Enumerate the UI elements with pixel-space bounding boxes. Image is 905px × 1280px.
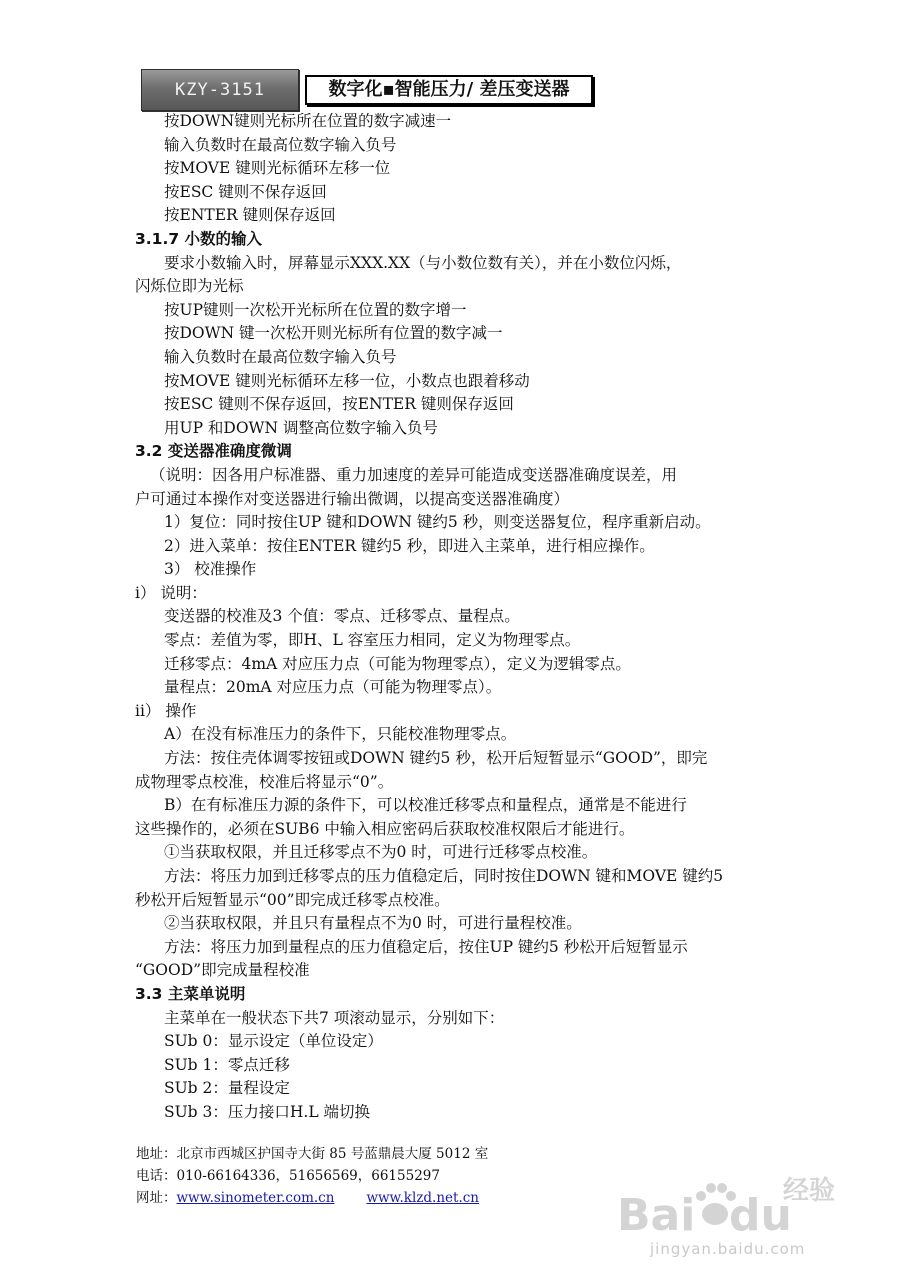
svg-text:Bai: Bai [617,1190,696,1241]
text-line: 输入负数时在最高位数字输入负号 [164,135,397,154]
text-line: 按MOVE 键则光标循环左移一位 [164,159,391,178]
watermark-jingyan-text: 经验 [783,1176,836,1206]
text-line: 按ESC 键则不保存返回 [164,182,327,201]
text-line: 输入负数时在最高位数字输入负号 [164,347,397,366]
text-line: ii） 操作 [135,701,197,720]
text-line: 户可通过本操作对变送器进行输出微调，以提高变送器准确度） [135,489,570,508]
web-label: 网址： [136,1190,177,1206]
text-line: A）在没有标准压力的条件下，只能校准物理零点。 [164,725,517,744]
website-link-sinometer[interactable]: www.sinometer.com.cn [176,1190,335,1206]
watermark-url: jingyan.baidu.com [650,1240,806,1258]
text-line: 零点：差值为零，即H、L 容室压力相同，定义为物理零点。 [164,631,581,650]
text-line: 按DOWN 键一次松开则光标所有位置的数字减一 [164,324,503,343]
text-line: ②当获取权限，并且只有量程点不为0 时，可进行量程校准。 [164,914,582,933]
website-link-klzd[interactable]: www.klzd.net.cn [366,1190,479,1206]
text-line: 方法：按住壳体调零按钮或DOWN 键约5 秒，松开后短暂显示“GOOD”，即完 [164,749,708,768]
text-line: SUb 0：显示设定（单位设定） [164,1032,383,1051]
text-line: 方法：将压力加到迁移零点的压力值稳定后，同时按住DOWN 键和MOVE 键约5 [164,867,724,885]
phone-line: 电话：010-66164336，51656569，66155297 [136,1168,440,1184]
text-line: 用UP 和DOWN 调整高位数字输入负号 [164,418,438,437]
text-line: 按DOWN键则光标所在位置的数字减速一 [164,112,452,130]
contact-footer [136,1143,656,1209]
text-line: 要求小数输入时，屏幕显示XXX.XX（与小数位数有关），并在小数位闪烁， [164,253,682,272]
text-line: 按MOVE 键则光标循环左移一位，小数点也跟着移动 [164,371,530,390]
text-line: SUb 1：零点迁移 [164,1055,290,1074]
text-line: 闪烁位即为光标 [135,277,244,296]
text-line: 方法：将压力加到量程点的压力值稳定后，按住UP 键约5 秒松开后短暂显示 [164,937,688,956]
text-line: SUb 2：量程设定 [164,1079,290,1098]
text-line: 主菜单在一般状态下共7 项滚动显示，分别如下： [164,1008,505,1027]
address-line: 地址：北京市西城区护国寺大街 85 号蓝鼎晨大厦 5012 室 [136,1146,489,1162]
web-line [136,1187,656,1209]
text-line: 按ESC 键则不保存返回，按ENTER 键则保存返回 [164,395,514,414]
model-label: KZY-3151 [141,69,299,111]
text-line: 3） 校准操作 [164,560,257,579]
text-line: 2）进入菜单：按住ENTER 键约5 秒，即进入主菜单，进行相应操作。 [164,536,655,555]
document-title: 数字化▪智能压力/ 差压变送器 [305,75,593,105]
section-heading: 3.1.7 小数的输入 [135,229,263,248]
section-heading: 3.3 主菜单说明 [135,984,246,1003]
manual-body [135,110,785,1125]
text-line: 迁移零点：4mA 对应压力点（可能为物理零点），定义为逻辑零点。 [164,654,631,673]
text-line: “GOOD”即完成量程校准 [135,961,310,980]
text-line: ①当获取权限，并且迁移零点不为0 时，可进行迁移零点校准。 [164,843,598,862]
text-line: B）在有标准压力源的条件下，可以校准迁移零点和量程点，通常是不能进行 [164,796,687,815]
text-line: SUb 3：压力接口H.L 端切换 [164,1102,371,1121]
text-line: 变送器的校准及3 个值：零点、迁移零点、量程点。 [164,607,520,626]
text-line: 1）复位：同时按住UP 键和DOWN 键约5 秒，则变送器复位，程序重新启动。 [164,513,711,532]
text-line: 这些操作的，必须在SUB6 中输入相应密码后获取校准权限后才能进行。 [135,819,635,838]
text-line: 秒松开后短暂显示“00”即完成迁移零点校准。 [135,890,450,909]
text-line: （说明：因各用户标准器、重力加速度的差异可能造成变送器准确度误差，用 [150,465,678,484]
section-heading: 3.2 变送器准确度微调 [135,442,292,461]
svg-text:du: du [729,1190,792,1241]
text-line: 按ENTER 键则保存返回 [164,206,336,225]
text-line: 按UP键则一次松开光标所在位置的数字增一 [164,300,467,319]
text-line: 成物理零点校准，校准后将显示“0”。 [135,772,394,791]
text-line: 量程点：20mA 对应压力点（可能为物理零点）。 [164,678,502,697]
text-line: i） 说明： [135,583,207,602]
